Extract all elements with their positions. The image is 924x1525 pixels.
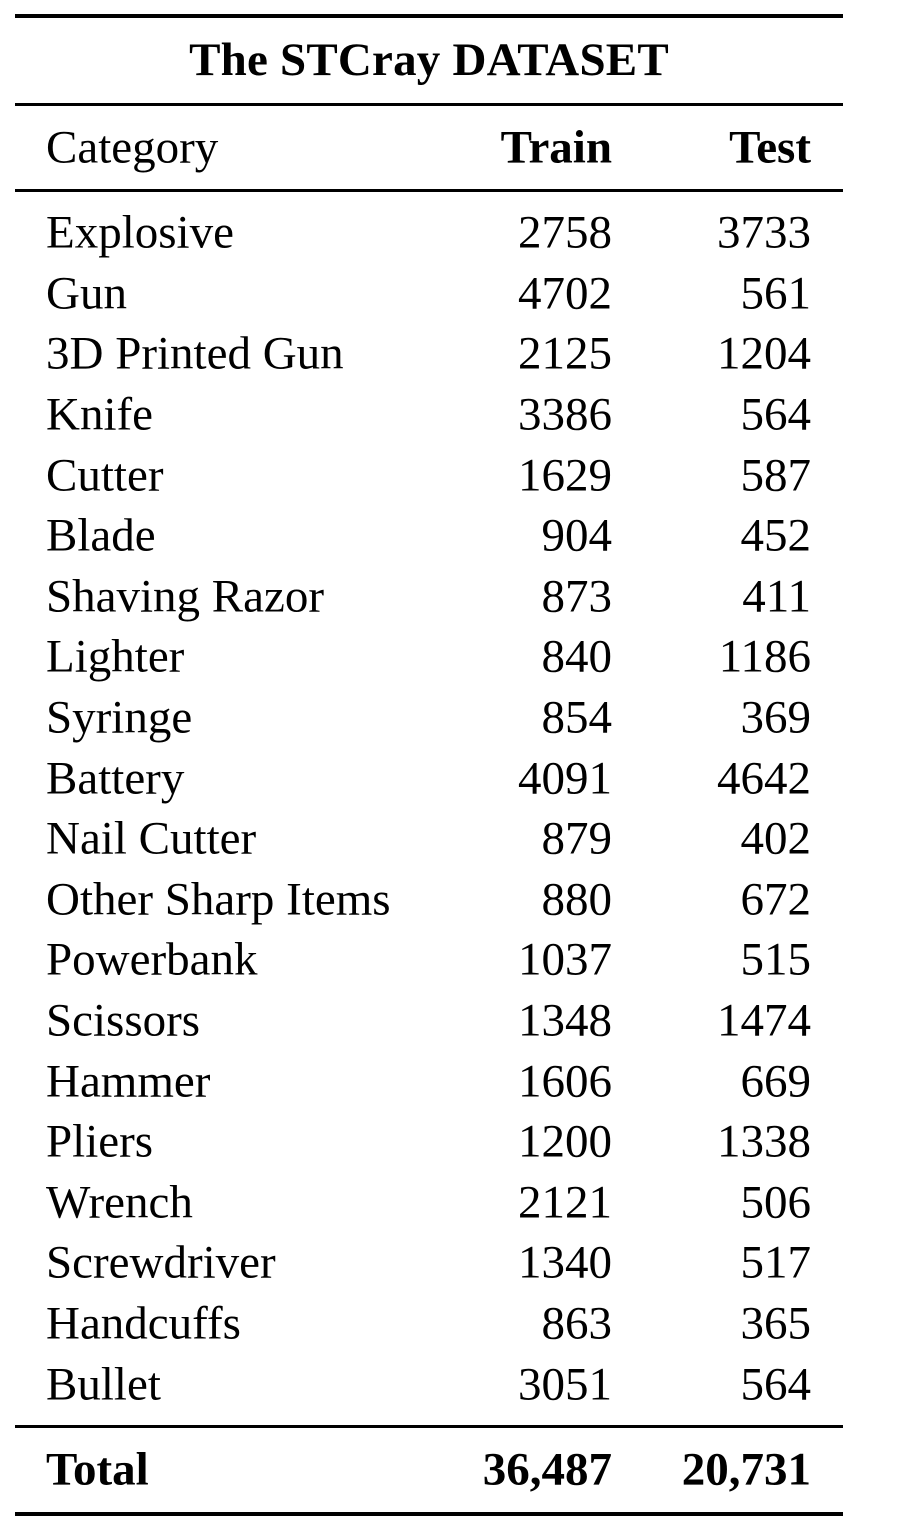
- table-row: [15, 809, 843, 870]
- dataset-table: [15, 14, 843, 1516]
- row-test: 669: [740, 1055, 811, 1108]
- row-test: 1186: [718, 630, 811, 683]
- row-train: 2758: [518, 206, 612, 259]
- row-category: Syringe: [46, 691, 193, 744]
- table-row: [15, 1051, 843, 1112]
- row-train: 3386: [518, 388, 612, 441]
- row-category: Shaving Razor: [46, 570, 325, 623]
- row-train: 4091: [518, 752, 612, 805]
- table-row: [15, 991, 843, 1052]
- header-train: Train: [500, 121, 612, 173]
- row-category: Cutter: [46, 449, 164, 502]
- row-category: Scissors: [46, 994, 201, 1047]
- table-row: [15, 1354, 843, 1415]
- row-test: 4642: [717, 752, 811, 805]
- row-category: Gun: [46, 267, 127, 320]
- row-test: 564: [740, 388, 811, 441]
- row-train: 879: [541, 812, 612, 865]
- total-test: 20,731: [681, 1443, 811, 1496]
- row-train: 873: [541, 570, 612, 623]
- row-category: Hammer: [46, 1055, 211, 1108]
- row-test: 369: [740, 691, 811, 744]
- row-test: 587: [740, 449, 811, 502]
- table-body: [15, 192, 843, 1425]
- row-category: Wrench: [46, 1176, 193, 1229]
- table-row: [15, 1294, 843, 1355]
- row-category: Bullet: [46, 1358, 161, 1411]
- row-train: 1037: [518, 933, 612, 986]
- total-row: [15, 1428, 843, 1512]
- row-train: 4702: [518, 267, 612, 320]
- row-train: 863: [541, 1297, 612, 1350]
- row-test: 672: [740, 873, 811, 926]
- total-train: 36,487: [482, 1443, 612, 1496]
- row-category: Pliers: [46, 1115, 154, 1168]
- row-category: Other Sharp Items: [46, 873, 391, 926]
- row-test: 411: [742, 570, 811, 623]
- row-category: Nail Cutter: [46, 812, 257, 865]
- header-test: Test: [729, 121, 811, 173]
- row-test: 564: [740, 1358, 811, 1411]
- row-test: 3733: [717, 206, 811, 259]
- row-test: 402: [740, 812, 811, 865]
- row-train: 840: [541, 630, 612, 683]
- table-row: [15, 264, 843, 325]
- header-row: [15, 106, 843, 189]
- row-category: 3D Printed Gun: [46, 327, 344, 380]
- total-label: Total: [46, 1443, 149, 1496]
- row-test: 452: [740, 509, 811, 562]
- row-train: 1200: [518, 1115, 612, 1168]
- row-train: 880: [541, 873, 612, 926]
- row-test: 1474: [717, 994, 811, 1047]
- bottom-rule: [15, 1512, 843, 1516]
- row-category: Blade: [46, 509, 156, 562]
- row-train: 854: [541, 691, 612, 744]
- table-row: [15, 930, 843, 991]
- table-row: [15, 203, 843, 264]
- row-test: 561: [740, 267, 811, 320]
- row-train: 1348: [518, 994, 612, 1047]
- row-train: 1629: [518, 449, 612, 502]
- row-test: 365: [740, 1297, 811, 1350]
- table-row: [15, 1173, 843, 1234]
- row-train: 2121: [518, 1176, 612, 1229]
- row-category: Battery: [46, 752, 185, 805]
- row-train: 904: [541, 509, 612, 562]
- table-row: [15, 445, 843, 506]
- row-test: 506: [740, 1176, 811, 1229]
- table-row: [15, 627, 843, 688]
- row-category: Lighter: [46, 630, 185, 683]
- row-test: 1338: [717, 1115, 811, 1168]
- table-row: [15, 385, 843, 446]
- row-test: 515: [740, 933, 811, 986]
- row-train: 3051: [518, 1358, 612, 1411]
- row-train: 2125: [518, 327, 612, 380]
- table-row: [15, 688, 843, 749]
- row-test: 517: [740, 1236, 811, 1289]
- table-row: [15, 748, 843, 809]
- row-category: Powerbank: [46, 933, 258, 986]
- table-row: [15, 870, 843, 931]
- row-category: Screwdriver: [46, 1236, 276, 1289]
- row-category: Knife: [46, 388, 154, 441]
- table-row: [15, 506, 843, 567]
- row-test: 1204: [717, 327, 811, 380]
- table-row: [15, 324, 843, 385]
- row-train: 1606: [518, 1055, 612, 1108]
- row-category: Explosive: [46, 206, 234, 259]
- row-category: Handcuffs: [46, 1297, 241, 1350]
- header-category: Category: [46, 121, 219, 173]
- table-row: [15, 1112, 843, 1173]
- table-row: [15, 567, 843, 628]
- row-train: 1340: [518, 1236, 612, 1289]
- table-title: The STCray DATASET: [189, 34, 669, 86]
- table-row: [15, 1233, 843, 1294]
